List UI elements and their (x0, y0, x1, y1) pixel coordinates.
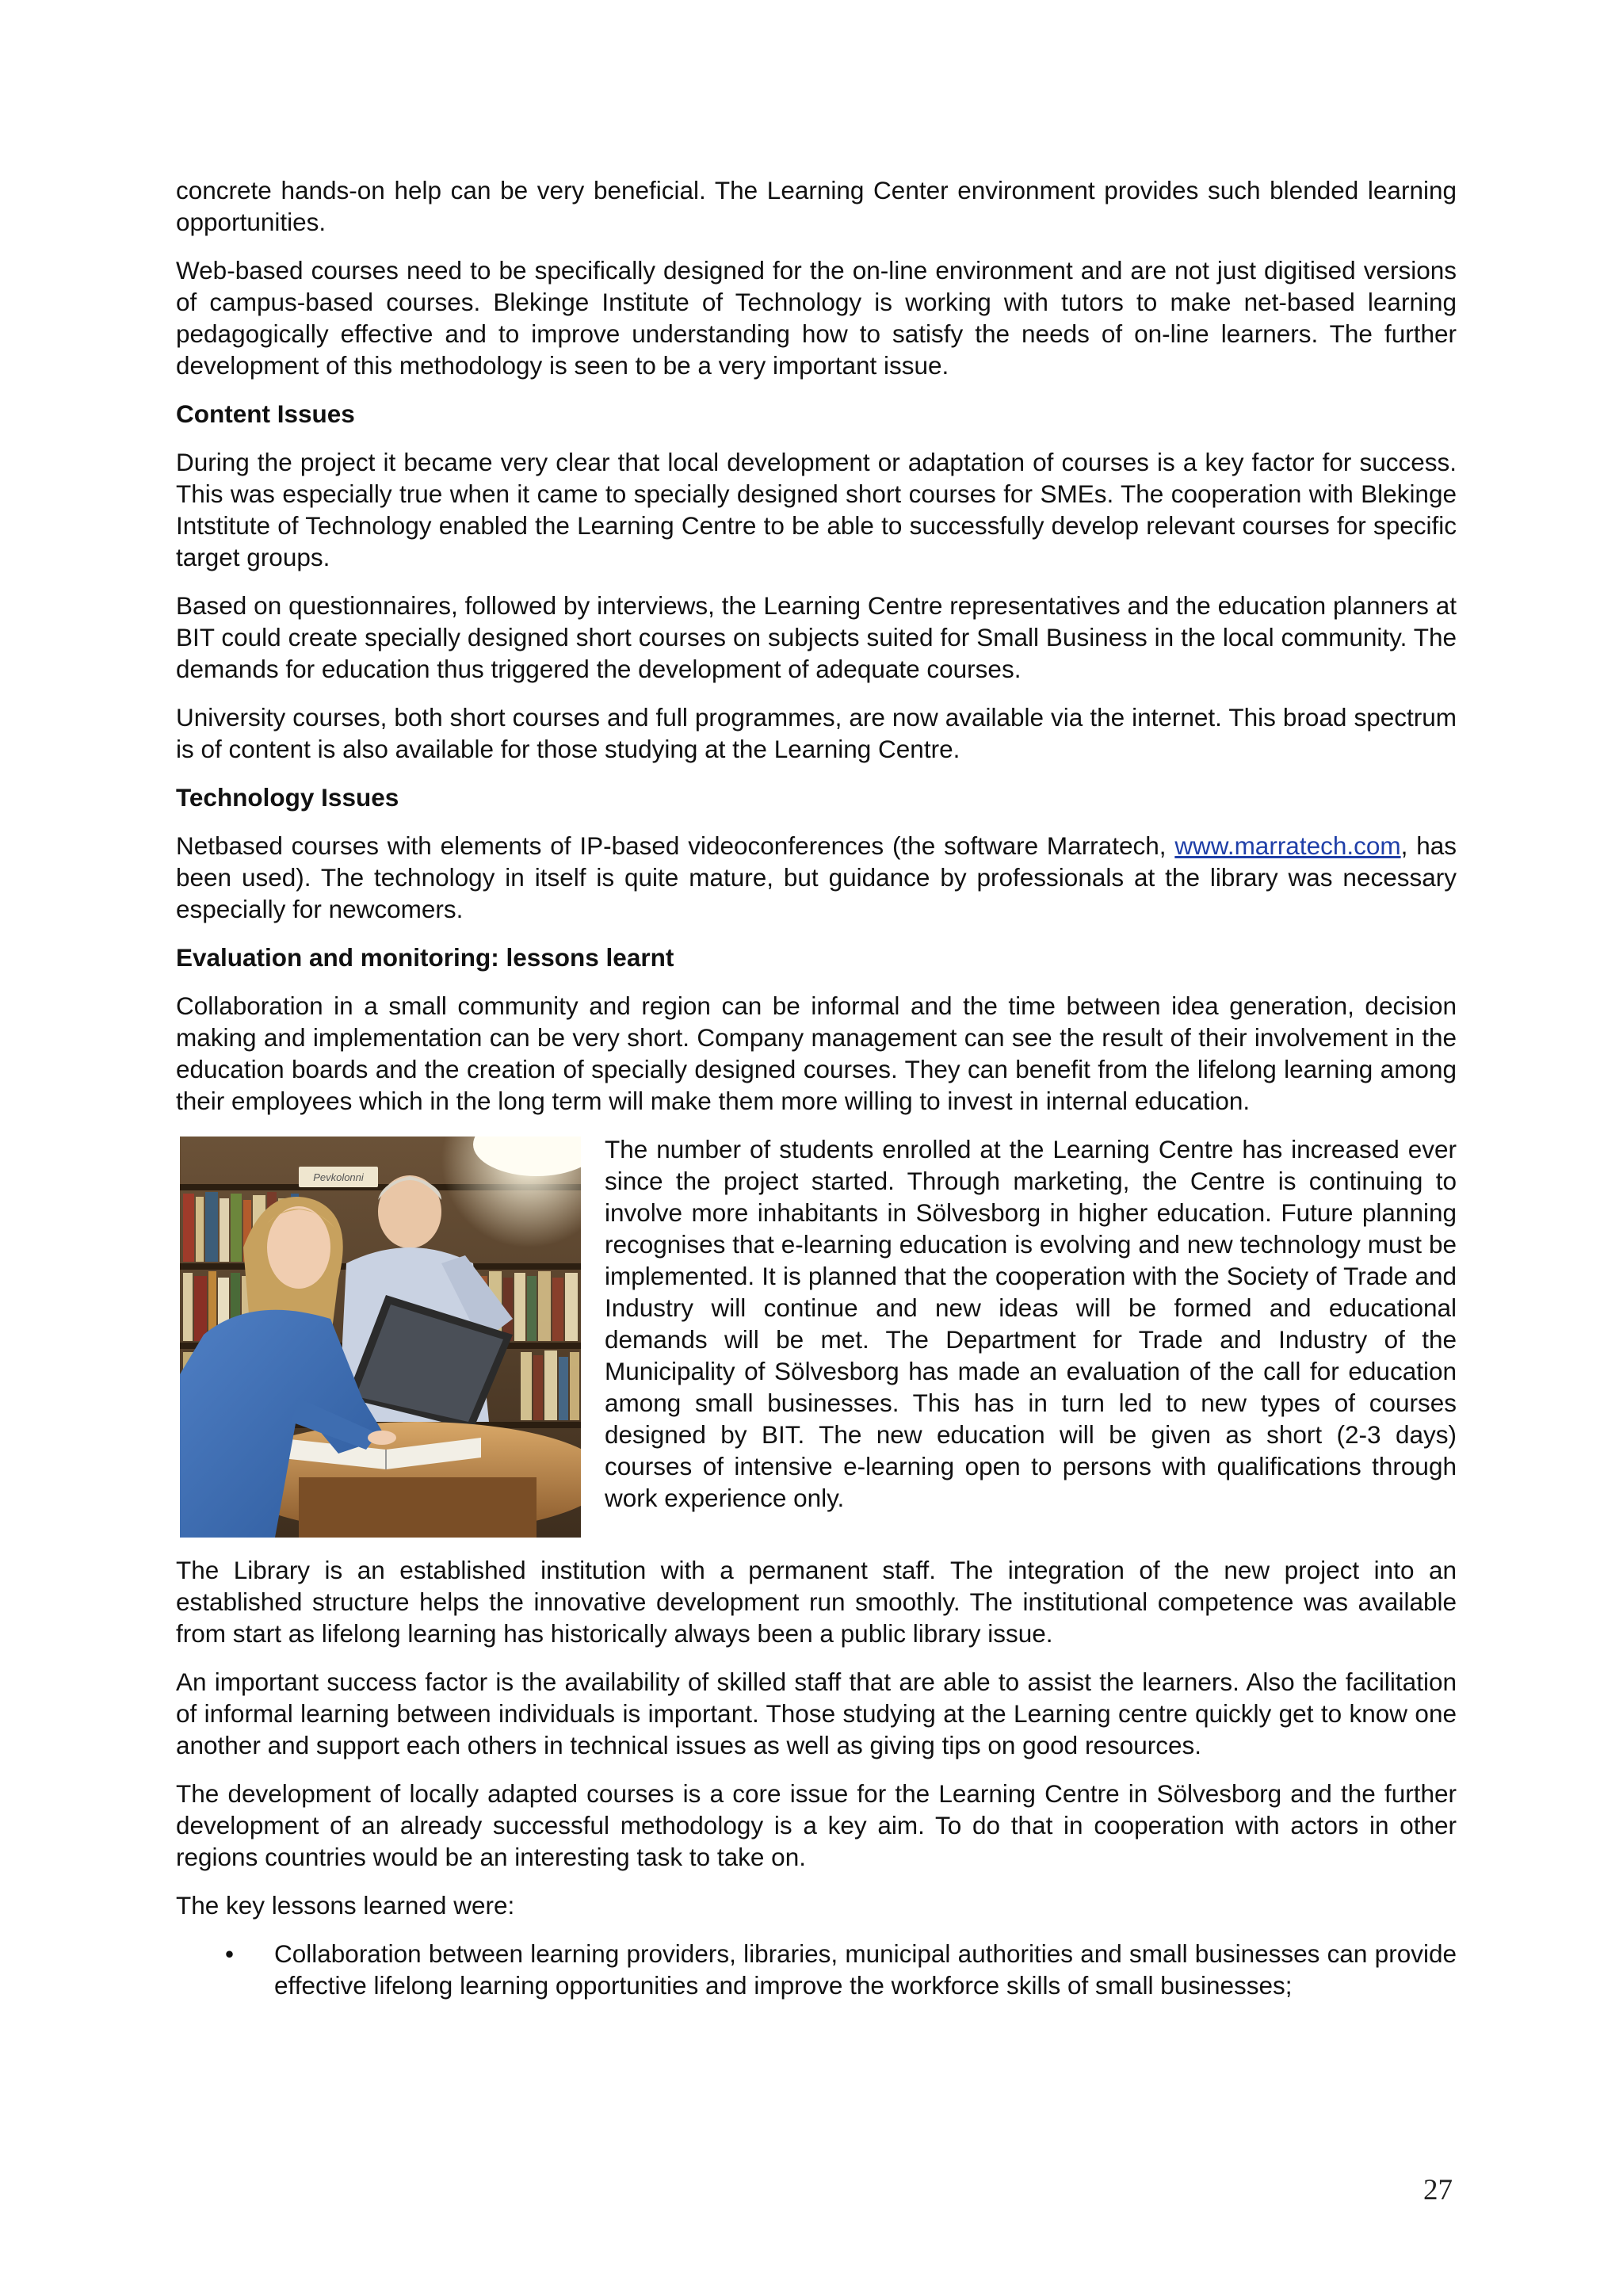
list-item-text: Collaboration between learning providers, libraries, municipal authorities and small businesses can provide effective lifelong learning opportunities and improve the workforce skills of small businesses; (274, 1939, 1457, 2000)
bullet-icon: • (225, 1939, 235, 1968)
page-body (176, 174, 1457, 2001)
paragraph: University courses, both short courses and full programmes, are now available via the internet. This broad spectrum is of content is also available for those studying at the Learning Centre. (176, 703, 1457, 763)
library-photo (180, 1137, 581, 1538)
paragraph: Web-based courses need to be specifically designed for the on-line environment and are not just digitised versions of campus-based courses. Blekinge Institute of Technology is working with tutors to make net-based learning pedagogically effective and to improve understanding how to satisfy the needs of on-line learners. The further development of this methodology is seen to be a very important issue. (176, 256, 1457, 380)
section-heading-evaluation: Evaluation and monitoring: lessons learnt (176, 943, 674, 972)
shelf-sign-text: Pevkolonni (313, 1171, 364, 1183)
paragraph: During the project it became very clear that local development or adaptation of courses is a key factor for success. This was especially true when it came to specially designed short courses for SMEs. The cooperation with Blekinge Intstitute of Technology enabled the Learning Centre to be able to successfully develop relevant courses for specific target groups. (176, 448, 1457, 571)
paragraph-technology (176, 830, 1457, 925)
paragraph: Collaboration in a small community and region can be informal and the time between idea generation, decision making and implementation can be very short. Company management can see the result of their involvement in the education boards and the creation of specially designed courses. They can benefit from the lifelong learning among their employees which in the long term will make them more willing to invest in internal education. (176, 991, 1457, 1115)
list-item (176, 1938, 1457, 2001)
page-number: 27 (1423, 2174, 1453, 2206)
paragraph: concrete hands-on help can be very beneficial. The Learning Center environment provides such blended learning opportunities. (176, 176, 1457, 236)
section-heading-content-issues: Content Issues (176, 399, 355, 428)
paragraph: The Library is an established institution with a permanent staff. The integration of the new project into an established structure helps the innovative development run smoothly. The institutional competence was available from start as lifelong learning has historically always been a public library issue. (176, 1556, 1457, 1648)
lessons-list (176, 1938, 1457, 2001)
marratech-link[interactable]: www.marratech.com (1174, 831, 1401, 860)
photo-text-block (176, 1133, 1457, 1538)
paragraph: The development of locally adapted courses is a core issue for the Learning Centre in Sölvesborg and the further development of an already successful methodology is a key aim. To do that in cooperation with actors in other regions countries would be an interesting task to take on. (176, 1779, 1457, 1871)
paragraph-with-photo: The number of students enrolled at the Learning Centre has increased ever since the project started. Through marketing, the Centre is continuing to involve more inhabitants in Sölvesborg in higher education. Future planning recognises that e-learning education is evolving and new technology must be implemented. It is planned that the cooperation with the Society of Trade and Industry will continue and new ideas will be formed and educational demands will be met. The Department for Trade and Industry of the Municipality of Sölvesborg has made an evaluation of the call for education among small businesses. This has in turn led to new types of courses designed by BIT. The new education will be given as short (2-3 days) courses of intensive e-learning open to persons with qualifications through work experience only. (605, 1135, 1457, 1512)
paragraph-lessons-intro: The key lessons learned were: (176, 1891, 515, 1920)
text-before-link: Netbased courses with elements of IP-based videoconferences (the software Marratech, (176, 831, 1175, 860)
section-heading-technology-issues: Technology Issues (176, 783, 399, 812)
paragraph: An important success factor is the availability of skilled staff that are able to assist the learners. Also the facilitation of informal learning between individuals is important. Those studying at the Learning centre quickly get to know one another and support each others in technical issues as well as giving tips on good resources. (176, 1668, 1457, 1759)
paragraph: Based on questionnaires, followed by interviews, the Learning Centre representatives and the education planners at BIT could create specially designed short courses on subjects suited for Small Business in the local community. The demands for education thus triggered the development of adequate courses. (176, 591, 1457, 683)
text-after-link: , has been used). The technology in itself is quite mature, but guidance by professionals at the library was necessary especially for newcomers. (176, 831, 1457, 923)
